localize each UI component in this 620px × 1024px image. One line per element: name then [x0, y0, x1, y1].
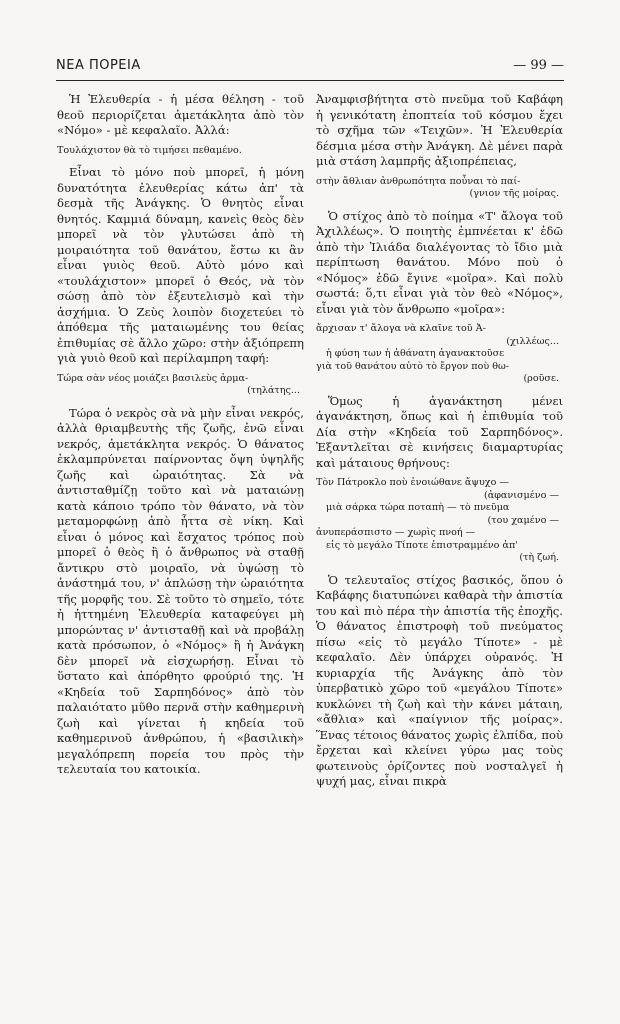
verse-line: Τὸν Πάτροκλο ποὺ ἐνοιώθανε ἄψυχο —	[316, 477, 510, 488]
verse-line: (χιλλέως...	[506, 335, 559, 347]
verse-line: ἄρχισαν τ' ἄλογα νὰ κλαῖνε τοῦ Ἀ-	[316, 323, 486, 334]
paragraph: Ἀναμφισβήτητα στὸ πνεῦμα τοῦ Καβάφη ἡ γενικότατη ἐποπτεία τοῦ κόσμου ἔχει τὸ σχῆμα τῶν «Τειχῶν». Ἡ Ἐλευθερία δέσμια μέσα στὴν Ἀνάγκη. Δὲ μένει παρὰ μιὰ στάση λαμπρῆς ἀξιοπρέπειας,	[316, 92, 563, 168]
journal-title: ΝΕΑ ΠΟΡΕΙΑ	[56, 58, 141, 73]
verse-line: (ροῦσε.	[523, 373, 559, 384]
paragraph: Εἶναι τὸ μόνο ποὺ μπορεῖ, ἡ μόνη δυνατότητα ἐλευθερίας κάτω ἀπ' τὰ δεσμὰ τῆς Ἀνάγκης. Ὁ θνητὸς εἶναι θνητός. Καμμιά δύναμη, κανεὶς θεὸς δὲν μπορεῖ νὰ τὸν γλυτώσει ἀπὸ τὴ μοιραιότητα τοῦ θανάτου, ἔστω κι ἂν εἶναι γυιὸς θεοῦ. Αὐτὸ μόνο καὶ «τουλάχιστον» μπορεῖ ὁ Θεός, νὰ τὸν σώσῃ ἀπὸ τὸν ἐξευτελισμὸ καὶ τὴν ἀσχήμια. Ὁ Ζεὺς λοιπὸν διοχετεύει τὸ ἀπόθεμα τῆς ματαιωμένης του θείας ἐπιθυμίας σὲ ἄλλο χῶρο: στὴν ἀξιόπρεπη γιὰ γυιὸ θεοῦ καὶ περίλαμπρη ταφή:	[57, 165, 304, 365]
left-column	[57, 92, 304, 784]
running-header	[56, 58, 564, 73]
verse-line: στὴν ἄθλιαν ἀνθρωπότητα ποὖναι τὸ παί-	[316, 175, 521, 187]
verse-quote	[57, 145, 304, 158]
verse-line: μιὰ σάρκα τώρα ποταπὴ — τὸ πνεῦμα	[326, 502, 510, 513]
verse-quote	[57, 373, 304, 398]
verse-line: (ἀφανισμένο —	[483, 489, 559, 501]
verse-line: γιὰ τοῦ θανάτου αὐτὸ τὸ ἔργον ποὺ θω-	[316, 360, 510, 372]
paragraph: Τώρα ὁ νεκρὸς σὰ νὰ μὴν εἶναι νεκρός, ἀλλὰ θριαμβευτὴς τῆς ζωῆς, ἐνῶ εἶναι νεκρός, ἀμετάκλητα νεκρός. Ὁ θάνατος ἐκλαμπρύνεται παίρνοντας ὄψη ὑψηλῆς ζωῆς καὶ ὡραιότητας. Σὰ νὰ ἀντισταθμίζῃ τοῦτο καὶ νὰ ματαιώνῃ κατὰ κάποιο τρόπο τὸν θάνατο, νὰ τὸν μεταμορφώνῃ ἀπὸ ἧττα σὲ νίκη. Καὶ εἶναι ὁ μόνος καὶ ἔσχατος τρόπος ποὺ μπορεῖ ὁ θεὸς ἢ ὁ ἄνθρωπος νὰ σταθῇ ἄντικρυ στὸ μοιραῖο, νὰ ὑψώσῃ τὸ ἀνάστημά του, ν' ἁπλώσῃ τὴν ὡραιότητα τῆς μορφῆς του. Σὲ τοῦτο τὸ σημεῖο, τότε ἡ ἡττημένη Ἐλευθερία καταφεύγει μὴ μπορώντας ν' ἀντισταθῇ καὶ νὰ προβάλῃ κατὰ πρόσωπον, ὁ «Νόμος» ἢ ἡ Ἀνάγκη δὲν μπορεῖ νὰ εἰσχωρήσῃ. Εἶναι τὸ ὕστατο καὶ ἀπόρθητο φρούριό της. Ἡ «Κηδεία τοῦ Σαρπηδόνος» ἀπὸ τὸν παλαιότατο μῦθο περνᾶ στὴν καθημερινὴ ζωὴ καὶ γίνεται ἡ κηδεία τοῦ καθημερινοῦ ἀνθρώπου, ἡ «βασιλικὴ» μεγαλόπρεπη πορεία του πρὸς τὴν τελευταία του κατοικία.	[57, 405, 304, 776]
verse-line: (τὴ ζωή.	[519, 552, 559, 563]
paragraph: Ὅμως ἡ ἀγανάκτηση μένει ἀγανάκτηση, ὅπως καὶ ἡ ἐπιθυμία τοῦ Δία στὴν «Κηδεία τοῦ Σαρπηδόνος». Ἐξαντλεῖται σὲ κινήσεις διαμαρτυρίας καὶ μάταιους θρήνους:	[316, 393, 563, 470]
verse-line: εἰς τὸ μεγάλο Τίποτε ἐπιστραμμένο ἀπ'	[326, 539, 518, 551]
verse-quote	[316, 176, 563, 201]
verse-quote	[316, 477, 563, 565]
verse-line: ἀνυπεράσπιστο — χωρὶς πνοή —	[316, 527, 476, 538]
verse-line: (γνιον τῆς μοίρας.	[469, 188, 559, 199]
verse-line: Τουλάχιστον θὰ τὸ τιμήσει πεθαμένο.	[57, 144, 242, 156]
verse-line: (του χαμένο —	[487, 514, 559, 526]
verse-line: ἡ φύση των ἡ ἀθάνατη ἀγανακτοῦσε	[326, 348, 505, 359]
right-column	[316, 92, 563, 796]
header-rule	[56, 80, 564, 81]
verse-line: Τώρα σὰν νέος μοιάζει βασιλεὺς ἁρμα-	[57, 372, 249, 384]
paragraph: Ὁ στίχος ἀπὸ τὸ ποίημα «Τ' ἄλογα τοῦ Ἀχιλλέως». Ὁ ποιητὴς ἐμπνέεται κ' ἐδῶ ἀπὸ τὴν Ἰλιάδα διαλέγοντας τὸ ἴδιο μιὰ περίπτωση θανάτου. Μόνο ποὺ ὁ «Νόμος» ἐδῶ ἔγινε «μοῖρα». Καὶ πολὺ σωστά: ὅ,τι εἶναι γιὰ τὸν θεὸ «Νόμος», εἶναι γιὰ τὸν ἄνθρωπο «μοῖρα»:	[316, 208, 563, 316]
page-number: — 99 —	[513, 58, 564, 73]
verse-line: (τηλάτης...	[247, 385, 300, 396]
paragraph: Ἡ Ἐλευθερία - ἡ μέσα θέληση - τοῦ θεοῦ περιορίζεται ἀμετάκλητα ἀπὸ τὸν «Νόμο» - μὲ κεφαλαῖο. Ἀλλά:	[57, 92, 304, 137]
verse-quote	[316, 323, 563, 386]
paragraph: Ὁ τελευταῖος στίχος βασικός, ὅπου ὁ Καβάφης διατυπώνει καθαρὰ τὴν ἀπιστία του καὶ πιὸ πέρα τὴν ἀπιστία τῆς ἐποχῆς. Ὁ θάνατος ἐπιστροφὴ τοῦ πνεύματος πίσω «εἰς τὸ μεγάλο Τίποτε» - μὲ κεφαλαῖο. Δὲν ὑπάρχει οὐρανός. Ἡ κυριαρχία τῆς Ἀνάγκης ἀπὸ τὸν ὑπερβατικὸ χῶρο τοῦ «μεγάλου Τίποτε» κυκλώνει τὴ ζωὴ καὶ τὴν κάνει μάταιη, «ἄθλια» καὶ «παίγνιον τῆς μοίρας». Ἕνας τέτοιος θάνατος χωρὶς ἐλπίδα, ποὺ ἔρχεται καὶ κλείνει γύρω μας τοὺς φωτεινοὺς ὁρίζοντες ποὺ νοσταλγεῖ ἡ ψυχή μας, εἶναι πικρὰ	[316, 572, 563, 788]
